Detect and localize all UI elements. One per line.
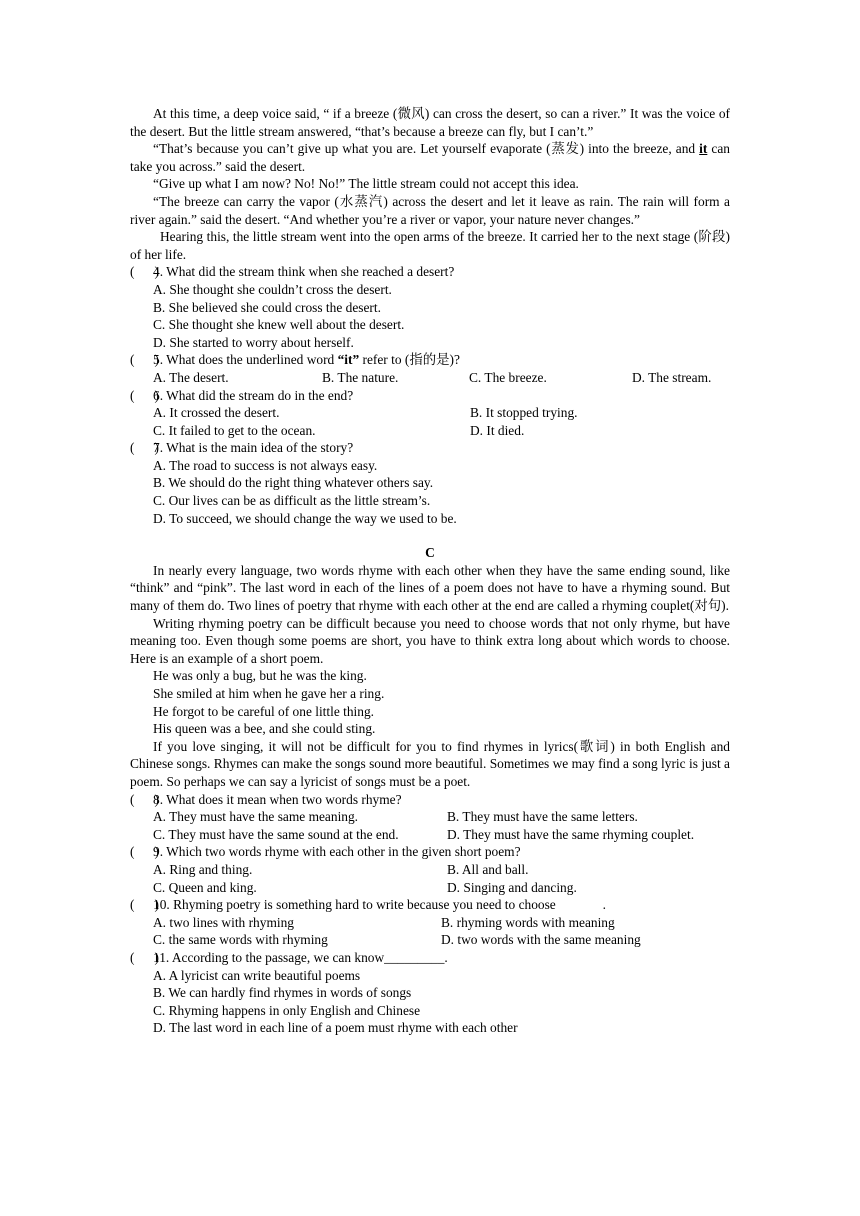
options-row (130, 826, 730, 844)
question-text: 11. According to the passage, we can know_________. (153, 949, 448, 965)
passage-paragraph: At this time, a deep voice said, “ if a breeze (微风) can cross the desert, so can a river.” It was the voice of the desert. But the little stream answered, “that’s because a breeze can fly, but I can’t.” (130, 106, 730, 139)
answer-blank[interactable]: ( ) (130, 791, 160, 807)
option: D. two words with the same meaning (441, 932, 641, 948)
option: C. the same words with rhyming (153, 932, 328, 948)
option: D. Singing and dancing. (447, 879, 577, 895)
option: A. The road to success is not always easy. (153, 457, 378, 473)
poem-line: He forgot to be careful of one little thing. (153, 703, 375, 719)
option: B. We can hardly find rhymes in words of songs (153, 985, 412, 1001)
passage-paragraph: “Give up what I am now? No! No!” The little stream could not accept this idea. (153, 176, 579, 192)
option: A. two lines with rhyming (153, 914, 294, 930)
answer-blank[interactable]: ( ) (130, 897, 160, 913)
option: B. We should do the right thing whatever others say. (153, 475, 434, 491)
option: D. They must have the same rhyming couplet. (447, 826, 695, 842)
answer-blank[interactable]: ( ) (130, 387, 160, 403)
option: D. She started to worry about herself. (153, 334, 354, 350)
option: B. All and ball. (447, 861, 529, 877)
option: C. The breeze. (469, 369, 547, 385)
underlined-word-it: it (699, 141, 708, 157)
question-10 (130, 896, 730, 914)
option: B. rhyming words with meaning (441, 914, 615, 930)
question-6 (130, 387, 730, 405)
option: D. To succeed, we should change the way we used to be. (153, 510, 457, 526)
option: A. A lyricist can write beautiful poems (153, 967, 361, 983)
answer-blank[interactable]: ( ) (130, 949, 160, 965)
question-4 (130, 263, 730, 281)
option: C. Queen and king. (153, 879, 257, 895)
answer-blank[interactable]: ( ) (130, 440, 160, 456)
passage-paragraph (130, 140, 730, 175)
answer-blank[interactable]: ( ) (130, 844, 160, 860)
option: A. She thought she couldn’t cross the desert. (153, 281, 392, 297)
question-text: 7. What is the main idea of the story? (153, 440, 354, 456)
answer-blank[interactable]: ( ) (130, 352, 160, 368)
question-text: 10. Rhyming poetry is something hard to write because you need to choose . (153, 897, 606, 913)
question-11 (130, 949, 730, 967)
option: C. She thought she knew well about the desert. (153, 317, 405, 333)
option: A. The desert. (153, 369, 229, 385)
option: A. It crossed the desert. (153, 405, 280, 421)
passage-text: “That’s because you can’t give up what you are. Let yourself evaporate (蒸发) into the breeze, and (153, 141, 700, 157)
section-title: C (425, 545, 435, 561)
option: C. Our lives can be as difficult as the little stream’s. (153, 493, 431, 509)
option: A. They must have the same meaning. (153, 809, 359, 825)
option: A. Ring and thing. (153, 861, 253, 877)
passage-paragraph: In nearly every language, two words rhyme with each other when they have the same ending sound, like “think” and “pink”. The last word in each of the lines of a poem does not have to have a rhyming sound. But many of them do. Two lines of poetry that rhyme with each other at the end are called a rhyming couplet(对句). (130, 562, 730, 614)
question-text: 5. What does the underlined word “it” refer to (指的是)? (153, 352, 460, 368)
poem-line: He was only a bug, but he was the king. (153, 668, 367, 684)
question-text: 9. Which two words rhyme with each other in the given short poem? (153, 844, 521, 860)
option: B. They must have the same letters. (447, 809, 638, 825)
question-9 (130, 843, 730, 861)
option: C. Rhyming happens in only English and Chinese (153, 1002, 421, 1018)
passage-paragraph: Hearing this, the little stream went into the open arms of the breeze. It carried her to the next stage (阶段) of her life. (130, 229, 730, 262)
question-text: 6. What did the stream do in the end? (153, 387, 354, 403)
question-5 (130, 351, 730, 369)
question-text: 4. What did the stream think when she reached a desert? (153, 264, 455, 280)
question-8 (130, 791, 730, 809)
options-row (130, 879, 730, 897)
options-row (130, 422, 730, 440)
option: C. It failed to get to the ocean. (153, 422, 316, 438)
option: D. It died. (470, 422, 525, 438)
options-row (130, 861, 730, 879)
option: B. It stopped trying. (470, 405, 578, 421)
exam-page (130, 105, 730, 1037)
question-text: 8. What does it mean when two words rhyme? (153, 791, 402, 807)
options-row (130, 931, 730, 949)
option: D. The last word in each line of a poem must rhyme with each other (153, 1020, 518, 1036)
poem-line: She smiled at him when he gave her a ring. (153, 686, 385, 701)
option: B. The nature. (322, 369, 399, 385)
option: B. She believed she could cross the desert. (153, 299, 381, 315)
options-row (130, 404, 730, 422)
passage-text: can take you across.” said the desert. (130, 141, 730, 174)
question-7 (130, 439, 730, 457)
options-row (130, 369, 730, 387)
options-row (130, 914, 730, 932)
answer-blank[interactable]: ( ) (130, 264, 160, 280)
options-row (130, 808, 730, 826)
poem-line: His queen was a bee, and she could sting. (153, 721, 376, 737)
option: C. They must have the same sound at the end. (153, 826, 399, 842)
passage-paragraph: Writing rhyming poetry can be difficult because you need to choose words that not only rhyme, but have meaning too. Even though some poems are short, you have to think extra long about which words to choose. Here is an example of a short poem. (130, 615, 730, 666)
passage-paragraph: “The breeze can carry the vapor (水蒸汽) across the desert and let it leave as rain. The rain will form a river again.” said the desert. “And whether you’re a river or vapor, your nature never changes.” (130, 193, 730, 227)
option: D. The stream. (632, 369, 712, 385)
passage-paragraph: If you love singing, it will not be difficult for you to find rhymes in lyrics(歌词) in both English and Chinese songs. Rhymes can make the songs sound more beautiful. Sometimes we may find a song lyric is just a poem. So perhaps we can say a lyricist of songs must be a poet. (130, 738, 730, 789)
